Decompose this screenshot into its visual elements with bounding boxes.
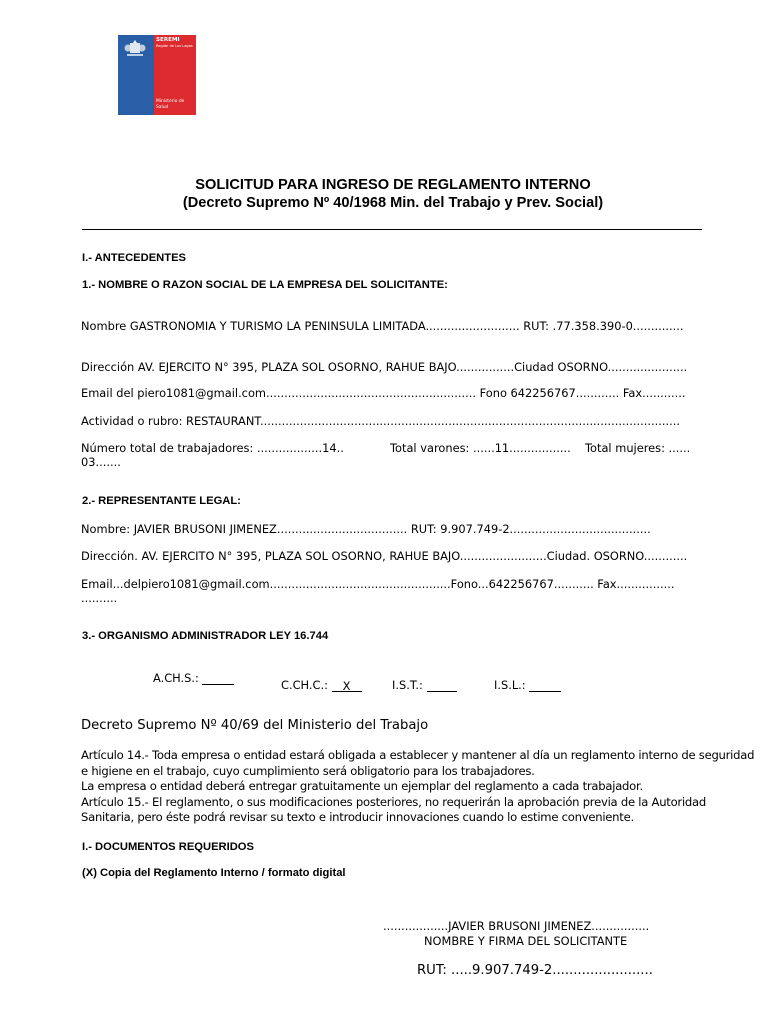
company-name-heading: 1.- NOMBRE O RAZON SOCIAL DE LA EMPRESA DEL SOLICITANTE: [82, 279, 448, 291]
legal-rep-address-field: Dirección. AV. EJERCITO N° 395, PLAZA SOL OSORNO, RAHUE BAJO........................Ciudad. OSORNO............ [81, 549, 688, 563]
logo-ministry-text: Ministerio de Salud [156, 99, 185, 110]
ist-label: I.S.T.: [392, 678, 423, 692]
signature-label: NOMBRE Y FIRMA DEL SOLICITANTE [424, 934, 628, 948]
decree-text [81, 748, 755, 826]
achs-mark-line [202, 672, 234, 685]
ist-option [392, 678, 457, 692]
ist-mark-line [427, 679, 457, 692]
admin-organism-heading: 3.- ORGANISMO ADMINISTRADOR LEY 16.744 [82, 630, 329, 642]
achs-label: A.CH.S.: [153, 671, 199, 685]
document-title: SOLICITUD PARA INGRESO DE REGLAMENTO INTERNO [195, 177, 591, 193]
company-name-rut-field: Nombre GASTRONOMIA Y TURISMO LA PENINSULA LIMITADA.......................... RUT: .77.358.390-0.............. [81, 319, 684, 333]
legal-rep-name-rut-field: Nombre: JAVIER BRUSONI JIMENEZ.................................... RUT: 9.907.749-2....................................... [81, 522, 651, 536]
required-document-item: (X) Copia del Reglamento Interno / formato digital [82, 867, 346, 879]
seremi-logo [118, 35, 196, 115]
logo-seremi-text: SEREMI [156, 37, 180, 43]
achs-option [153, 671, 234, 685]
isl-mark-line [529, 679, 561, 692]
isl-option [494, 678, 561, 692]
section-antecedentes-heading: I.- ANTECEDENTES [82, 252, 187, 264]
decree-line: e higiene en el trabajo, cuyo cumplimiento será obligatorio para los trabajadores. [81, 763, 535, 778]
decree-line: Artículo 14.- Toda empresa o entidad estará obligada a establecer y mantener al día un reglamento interno de seguridad [81, 748, 755, 762]
isl-label: I.S.L.: [494, 678, 526, 692]
decree-line: Sanitaria, pero éste podrá revisar su texto e introducir innovaciones cuando lo estime conveniente. [81, 810, 634, 824]
decree-heading: Decreto Supremo Nº 40/69 del Ministerio del Trabajo [81, 718, 429, 733]
company-email-phone-field: Email del piero1081@gmail.com.......................................................... Fono 642256767............ Fax............ [81, 386, 686, 400]
female-workers-value: 03....... [81, 455, 121, 469]
coat-of-arms-icon [121, 39, 149, 61]
company-activity-field: Actividad o rubro: RESTAURANT.................................................................................................................... [81, 414, 680, 428]
total-workers-field: Número total de trabajadores: ..................14.. [81, 441, 344, 455]
male-workers-field: Total varones: ......11................. [390, 441, 571, 455]
decree-line: La empresa o entidad deberá entregar gratuitamente un ejemplar del reglamento a cada trabajador. [81, 779, 643, 793]
document-subtitle: (Decreto Supremo Nº 40/1968 Min. del Trabajo y Prev. Social) [182, 195, 604, 211]
logo-blue-panel [118, 35, 154, 115]
cchc-mark: X [332, 679, 362, 692]
required-documents-heading: I.- DOCUMENTOS REQUERIDOS [82, 841, 254, 853]
decree-line: Artículo 15.- El reglamento, o sus modificaciones posteriores, no requerirán la aprobación previa de la Autoridad [81, 794, 706, 809]
legal-rep-fax-continuation: .......... [81, 591, 118, 605]
legal-rep-email-phone-field: Email...delpiero1081@gmail.com..................................................Fono...642256767........... Fax................ [81, 577, 675, 591]
signature-rut: RUT: .....9.907.749-2........................ [417, 963, 653, 978]
logo-region-text: Región de Los Lagos [156, 44, 193, 48]
female-workers-field: Total mujeres: ...... [585, 441, 691, 455]
cchc-option [281, 678, 362, 692]
legal-rep-heading: 2.- REPRESENTANTE LEGAL: [82, 495, 241, 507]
company-address-field: Dirección AV. EJERCITO N° 395, PLAZA SOL OSORNO, RAHUE BAJO................Ciudad OSORNO...................... [81, 360, 688, 374]
cchc-label: C.CH.C.: [281, 678, 328, 692]
signature-name-line: ..................JAVIER BRUSONI JIMENEZ................ [383, 919, 650, 933]
title-divider [82, 229, 702, 230]
